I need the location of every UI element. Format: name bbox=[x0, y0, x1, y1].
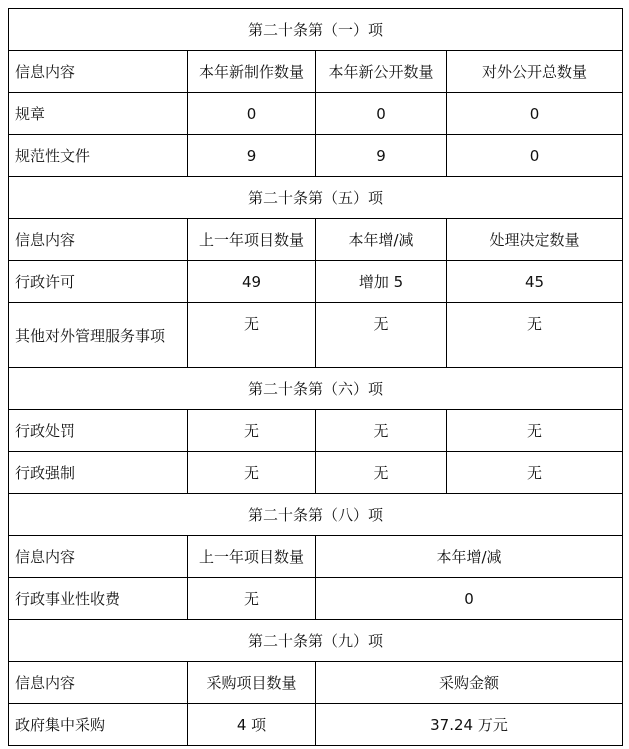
table-cell: 无 bbox=[188, 410, 316, 452]
table-cell: 0 bbox=[447, 93, 623, 135]
table-cell: 无 bbox=[447, 303, 623, 368]
table-cell: 0 bbox=[447, 135, 623, 177]
row-label: 行政许可 bbox=[9, 261, 188, 303]
header-row bbox=[9, 536, 623, 578]
table-row bbox=[9, 578, 623, 620]
section-title: 第二十条第（九）项 bbox=[9, 620, 623, 662]
table-cell: 无 bbox=[316, 303, 447, 368]
section-title-row bbox=[9, 620, 623, 662]
row-label: 其他对外管理服务事项 bbox=[9, 303, 188, 368]
table-cell: 9 bbox=[188, 135, 316, 177]
header-cell: 本年增/减 bbox=[316, 536, 623, 578]
header-cell: 本年增/减 bbox=[316, 219, 447, 261]
header-cell: 对外公开总数量 bbox=[447, 51, 623, 93]
table-cell: 无 bbox=[447, 452, 623, 494]
row-label: 行政强制 bbox=[9, 452, 188, 494]
header-cell: 处理决定数量 bbox=[447, 219, 623, 261]
table-cell: 0 bbox=[316, 93, 447, 135]
section-title: 第二十条第（五）项 bbox=[9, 177, 623, 219]
header-cell: 上一年项目数量 bbox=[188, 536, 316, 578]
section-title-row bbox=[9, 9, 623, 51]
table-cell: 45 bbox=[447, 261, 623, 303]
header-cell: 本年新制作数量 bbox=[188, 51, 316, 93]
disclosure-table bbox=[8, 8, 623, 746]
table-row bbox=[9, 452, 623, 494]
section-title: 第二十条第（八）项 bbox=[9, 494, 623, 536]
table-cell: 0 bbox=[316, 578, 623, 620]
row-label: 行政事业性收费 bbox=[9, 578, 188, 620]
table-cell: 无 bbox=[316, 410, 447, 452]
table-cell: 0 bbox=[188, 93, 316, 135]
table-cell: 无 bbox=[188, 578, 316, 620]
table-cell: 4 项 bbox=[188, 704, 316, 746]
header-cell: 上一年项目数量 bbox=[188, 219, 316, 261]
table-row bbox=[9, 93, 623, 135]
header-cell: 信息内容 bbox=[9, 662, 188, 704]
section-title-row bbox=[9, 368, 623, 410]
table-row bbox=[9, 704, 623, 746]
row-label: 行政处罚 bbox=[9, 410, 188, 452]
table-cell: 增加 5 bbox=[316, 261, 447, 303]
table-cell: 无 bbox=[188, 452, 316, 494]
header-row bbox=[9, 51, 623, 93]
section-title-row bbox=[9, 177, 623, 219]
header-row bbox=[9, 219, 623, 261]
header-cell: 采购项目数量 bbox=[188, 662, 316, 704]
section-title-row bbox=[9, 494, 623, 536]
header-cell: 信息内容 bbox=[9, 219, 188, 261]
header-cell: 本年新公开数量 bbox=[316, 51, 447, 93]
section-title: 第二十条第（一）项 bbox=[9, 9, 623, 51]
table-cell: 9 bbox=[316, 135, 447, 177]
header-cell: 信息内容 bbox=[9, 51, 188, 93]
table-cell: 无 bbox=[447, 410, 623, 452]
table-row bbox=[9, 261, 623, 303]
header-row bbox=[9, 662, 623, 704]
header-cell: 采购金额 bbox=[316, 662, 623, 704]
section-title: 第二十条第（六）项 bbox=[9, 368, 623, 410]
table-cell: 无 bbox=[316, 452, 447, 494]
table-cell: 49 bbox=[188, 261, 316, 303]
header-cell: 信息内容 bbox=[9, 536, 188, 578]
table-row bbox=[9, 303, 623, 368]
row-label: 规范性文件 bbox=[9, 135, 188, 177]
table-cell: 37.24 万元 bbox=[316, 704, 623, 746]
table-cell: 无 bbox=[188, 303, 316, 368]
row-label: 政府集中采购 bbox=[9, 704, 188, 746]
row-label: 规章 bbox=[9, 93, 188, 135]
table-row bbox=[9, 135, 623, 177]
table-row bbox=[9, 410, 623, 452]
